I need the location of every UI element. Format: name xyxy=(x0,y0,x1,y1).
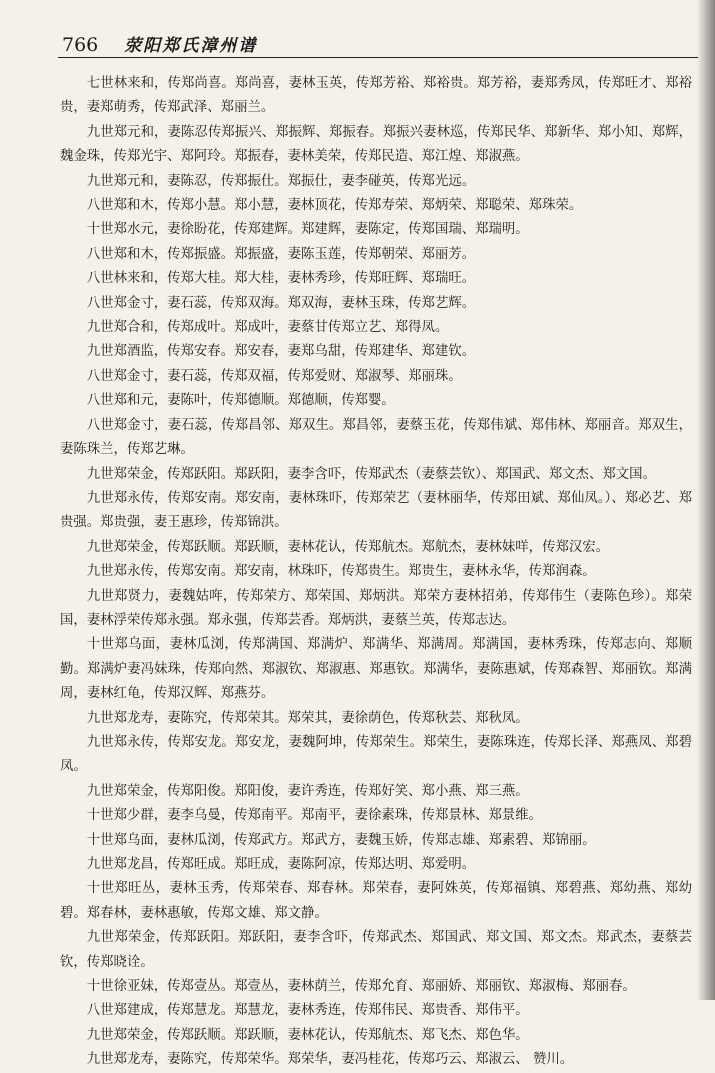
paragraph: 九世郑龙寿，妻陈究，传郑荣华。郑荣华，妻冯桂花，传郑巧云、郑淑云、 赞川。 xyxy=(86,1052,574,1068)
paragraph: 九世郑荣金，传郑跃阳。郑跃阳，妻李含吓，传郑武杰、郑国武、郑文国、郑文杰。郑武杰，妻蔡芸钦，传郑晓诠。 xyxy=(60,930,692,970)
paragraph: 十世郑乌面，妻林瓜浏，传郑满国、郑满炉、郑满华、郑满周。郑满国，妻林秀珠，传郑志向、郑顺勤。郑满炉妻冯妹珠，传郑向然、郑淑钦、郑淑惠、郑惠钦。郑满华，妻陈惠斌，传郑森智、郑丽钦。郑满周，妻林红龟，传郑汉辉、郑燕芬。 xyxy=(60,637,692,702)
paragraph: 十世徐亚妹，传郑壹丛。郑壹丛，妻林荫兰，传郑允育、郑丽娇、郑丽钦、郑淑梅、郑丽春。 xyxy=(86,979,636,995)
paragraph: 八世郑和木，传郑小慧。郑小慧，妻林顶花，传郑寿荣、郑炳荣、郑聪荣、郑珠荣。 xyxy=(86,198,583,214)
paragraph: 十世郑乌面，妻林瓜浏，传郑武方。郑武方，妻魏玉娇，传郑志雄、郑素碧、郑锦丽。 xyxy=(86,832,596,848)
paragraph: 九世郑荣金，传郑跃顺。郑跃顺，妻林花认，传郑航杰、郑飞杰、郑色华。 xyxy=(86,1027,529,1043)
paragraph: 八世郑金寸，妻石蕊，传郑双福，传郑爱财、郑淑琴、郑丽珠。 xyxy=(86,368,462,384)
paragraph: 十世郑水元，妻徐盼花，传郑建辉。郑建辉，妻陈定，传郑国瑞、郑瑞明。 xyxy=(86,222,529,238)
paragraph: 八世郑建成，传郑慧龙。郑慧龙，妻林秀连，传郑伟民、郑贵香、郑伟平。 xyxy=(86,1003,529,1019)
paragraph: 八世郑和元，妻陈叶，传郑德顺。郑德顺，传郑婴。 xyxy=(86,393,395,409)
paragraph: 七世林来和，传郑尚喜。郑尚喜，妻林玉英，传郑芳裕、郑裕贵。郑芳裕，妻郑秀凤，传郑旺才、郑裕贵，妻郑萌秀，传郑武泽、郑丽兰。 xyxy=(60,76,692,116)
paragraph: 十世郑少群，妻李乌曼，传郑南平。郑南平，妻徐素珠，传郑景林、郑景维。 xyxy=(86,808,543,824)
header-rule xyxy=(58,57,698,58)
paragraph: 九世郑酒监，传郑安春。郑安春，妻郑乌甜，传郑建华、郑建钦。 xyxy=(86,344,476,360)
genealogy-text xyxy=(60,72,692,1073)
paragraph: 十世郑旺丛，妻林玉秀，传郑荣春、郑春林。郑荣春，妻阿姝英，传郑福镇、郑碧燕、郑幼燕、郑幼碧。郑春林，妻林惠敏，传郑文雄、郑文静。 xyxy=(60,881,692,921)
paragraph: 八世林来和，传郑大桂。郑大桂，妻林秀珍，传郑旺辉、郑瑞旺。 xyxy=(86,271,476,287)
paragraph: 九世郑永传，传郑安南。郑安南，妻林珠吓，传郑荣艺（妻林丽华，传郑田斌、郑仙凤。）、郑必艺、郑贵强。郑贵强，妻王惠珍，传郑锦洪。 xyxy=(60,490,692,531)
paragraph: 八世郑金寸，妻石蕊，传郑昌邻、郑双生。郑昌邻，妻蔡玉花，传郑伟斌、郑伟林、郑丽音。郑双生，妻陈珠兰，传郑艺琳。 xyxy=(60,417,692,458)
paragraph: 九世郑荣金，传郑阳俊。郑阳俊，妻许秀连，传郑好笑、郑小燕、郑三燕。 xyxy=(86,783,529,799)
paragraph: 九世郑合和，传郑成叶。郑成叶，妻蔡甘传郑立艺、郑得凤。 xyxy=(86,320,449,336)
paragraph: 九世郑荣金，传郑跃阳。郑跃阳，妻李含吓，传郑武杰（妻蔡芸钦）、郑国武、郑文杰、郑文国。 xyxy=(86,466,656,482)
paragraph: 九世郑永传，传郑安龙。郑安龙，妻魏阿坤，传郑荣生。郑荣生，妻陈珠连，传郑长泽、郑燕凤、郑碧凤。 xyxy=(60,734,692,775)
paragraph: 九世郑元和，妻陈忍传郑振兴、郑振辉、郑振春。郑振兴妻林巡，传郑民华、郑新华、郑小知、郑辉，魏金珠，传郑光宇、郑阿玲。郑振春，妻林美荣，传郑民造、郑江煌、郑淑燕。 xyxy=(60,124,692,165)
book-title: 荥阳郑氏漳州谱 xyxy=(124,36,258,56)
paragraph: 九世郑龙寿，妻陈究，传郑荣其。郑荣其，妻徐荫色，传郑秋芸、郑秋凤。 xyxy=(86,710,529,726)
page-header xyxy=(62,28,685,56)
page-number: 766 xyxy=(62,34,99,56)
paragraph: 九世郑贤力，妻魏姑哖，传郑荣方、郑荣国、郑炳洪。郑荣方妻林招弟，传郑伟生（妻陈色珍）。郑荣国，妻林浮荣传郑永强。郑永强，传郑芸香。郑炳洪，妻蔡兰英，传郑志达。 xyxy=(60,588,692,628)
paragraph: 九世郑元和，妻陈忍，传郑振仕。郑振仕，妻李碰英，传郑光远。 xyxy=(86,173,476,189)
paragraph: 八世郑金寸，妻石蕊，传郑双海。郑双海，妻林玉珠，传郑艺辉。 xyxy=(86,295,476,311)
paragraph: 九世郑龙昌，传郑旺成。郑旺成，妻陈阿凉，传郑达明、郑爱明。 xyxy=(86,857,476,872)
paragraph: 九世郑荣金，传郑跃顺。郑跃顺，妻林花认，传郑航杰。郑航杰，妻林妹咩，传郑汉宏。 xyxy=(86,539,610,555)
page-edge-shadow xyxy=(697,0,715,1000)
paragraph: 九世郑永传，传郑安南。郑安南，林珠吓，传郑贵生。郑贵生，妻林永华，传郑润森。 xyxy=(86,564,596,580)
paragraph: 八世郑和木，传郑振盛。郑振盛，妻陈玉莲，传郑朝荣、郑丽芳。 xyxy=(86,246,476,262)
